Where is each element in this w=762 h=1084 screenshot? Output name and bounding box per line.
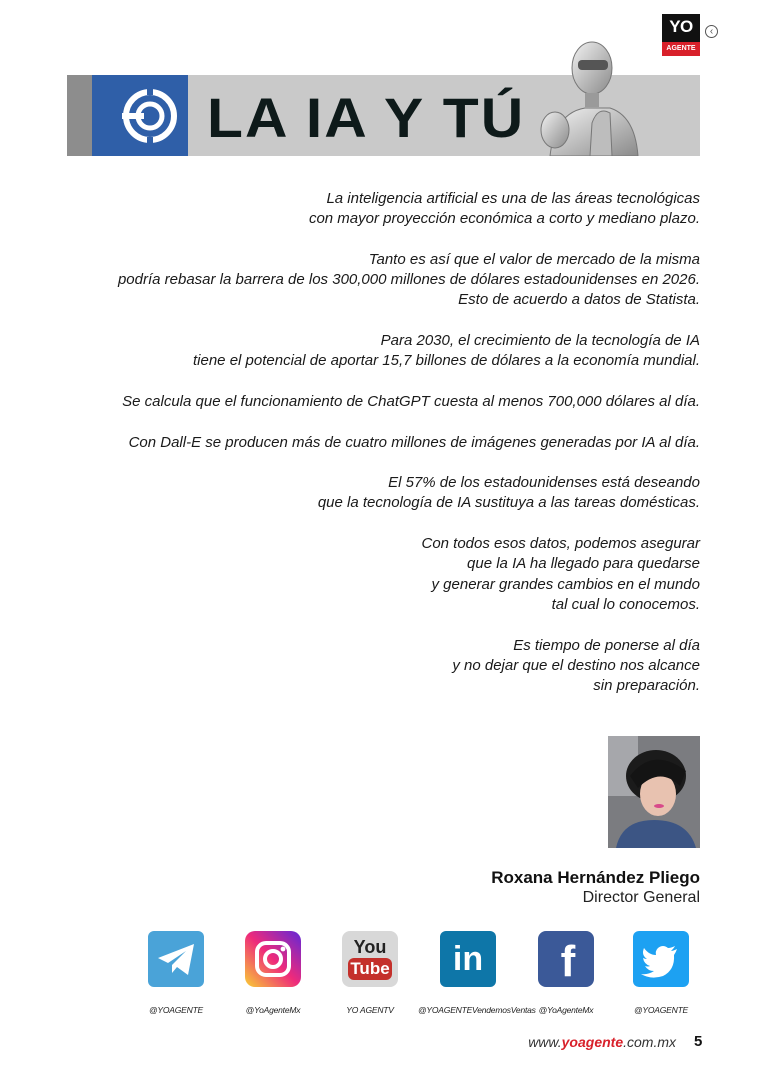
paragraph-5: Con Dall-E se producen más de cuatro millones de imágenes generadas por IA al día.	[128, 433, 700, 451]
facebook-handle[interactable]: @YoAgenteMx	[538, 1005, 594, 1015]
website-link[interactable]: www.yoagente.com.mx	[528, 1034, 676, 1050]
chevron-left-icon: ‹	[709, 26, 714, 37]
author-portrait-image	[608, 736, 700, 848]
youtube-icon[interactable]: You Tube	[342, 931, 398, 987]
author-name: Roxana Hernández Pliego	[491, 868, 700, 887]
facebook-icon[interactable]: f	[538, 931, 594, 987]
linkedin-handle[interactable]: @YOAGENTEVendemosVentas	[418, 1005, 536, 1015]
youtube-handle[interactable]: YO AGENTV	[346, 1005, 394, 1015]
social-twitter[interactable]	[611, 931, 711, 1015]
target-logo-icon	[92, 75, 188, 156]
twitter-icon[interactable]	[633, 931, 689, 987]
instagram-handle[interactable]: @YoAgenteMx	[245, 1005, 301, 1015]
social-facebook[interactable]	[516, 931, 616, 1015]
article-body	[40, 189, 700, 717]
header-band-accent	[67, 75, 92, 156]
instagram-icon[interactable]	[245, 931, 301, 987]
logo-subtext: AGENTE	[662, 42, 700, 56]
paragraph-1: La inteligencia artificial es una de las áreas tecnológicas con mayor proyección económica a corto y mediano plazo.	[308, 190, 700, 228]
author-role: Director General	[582, 889, 700, 906]
header-band-logo-box	[92, 75, 188, 156]
page-title: LA IA Y TÚ	[207, 86, 526, 149]
paragraph-8: Es tiempo de ponerse al día y no dejar que el destino nos alcance sin preparación.	[452, 636, 700, 695]
logo-text: YO	[669, 17, 693, 36]
social-telegram[interactable]	[126, 931, 226, 1015]
robot-illustration	[530, 38, 650, 156]
twitter-handle[interactable]: @YOAGENTE	[633, 1005, 689, 1015]
telegram-handle[interactable]: @YOAGENTE	[148, 1005, 204, 1015]
back-button[interactable]	[705, 25, 718, 38]
paragraph-4: Se calcula que el funcionamiento de ChatGPT cuesta al menos 700,000 dólares al día.	[122, 392, 700, 410]
author-photo	[608, 736, 700, 848]
paragraph-6: El 57% de los estadounidenses está deseando que la tecnología de IA sustituya a las tareas domésticas.	[317, 474, 700, 512]
page-number: 5	[694, 1033, 703, 1050]
paragraph-3: Para 2030, el crecimiento de la tecnología de IA tiene el potencial de aportar 15,7 billones de dólares a la economía mundial.	[193, 332, 700, 370]
social-youtube[interactable]	[320, 931, 420, 1015]
paragraph-7: Con todos esos datos, podemos asegurar que la IA ha llegado para quedarse y generar grandes cambios en el mundo tal cual lo conocemos.	[421, 535, 700, 613]
social-linkedin[interactable]	[418, 931, 536, 1015]
telegram-icon[interactable]	[148, 931, 204, 987]
social-instagram[interactable]	[223, 931, 323, 1015]
yoagente-logo	[662, 14, 700, 56]
linkedin-icon[interactable]: in	[440, 931, 496, 987]
paragraph-2: Tanto es así que el valor de mercado de la misma podría rebasar la barrera de los 300,000 millones de dólares estadounidenses en 2026. Esto de acuerdo a datos de Statista.	[117, 250, 700, 309]
